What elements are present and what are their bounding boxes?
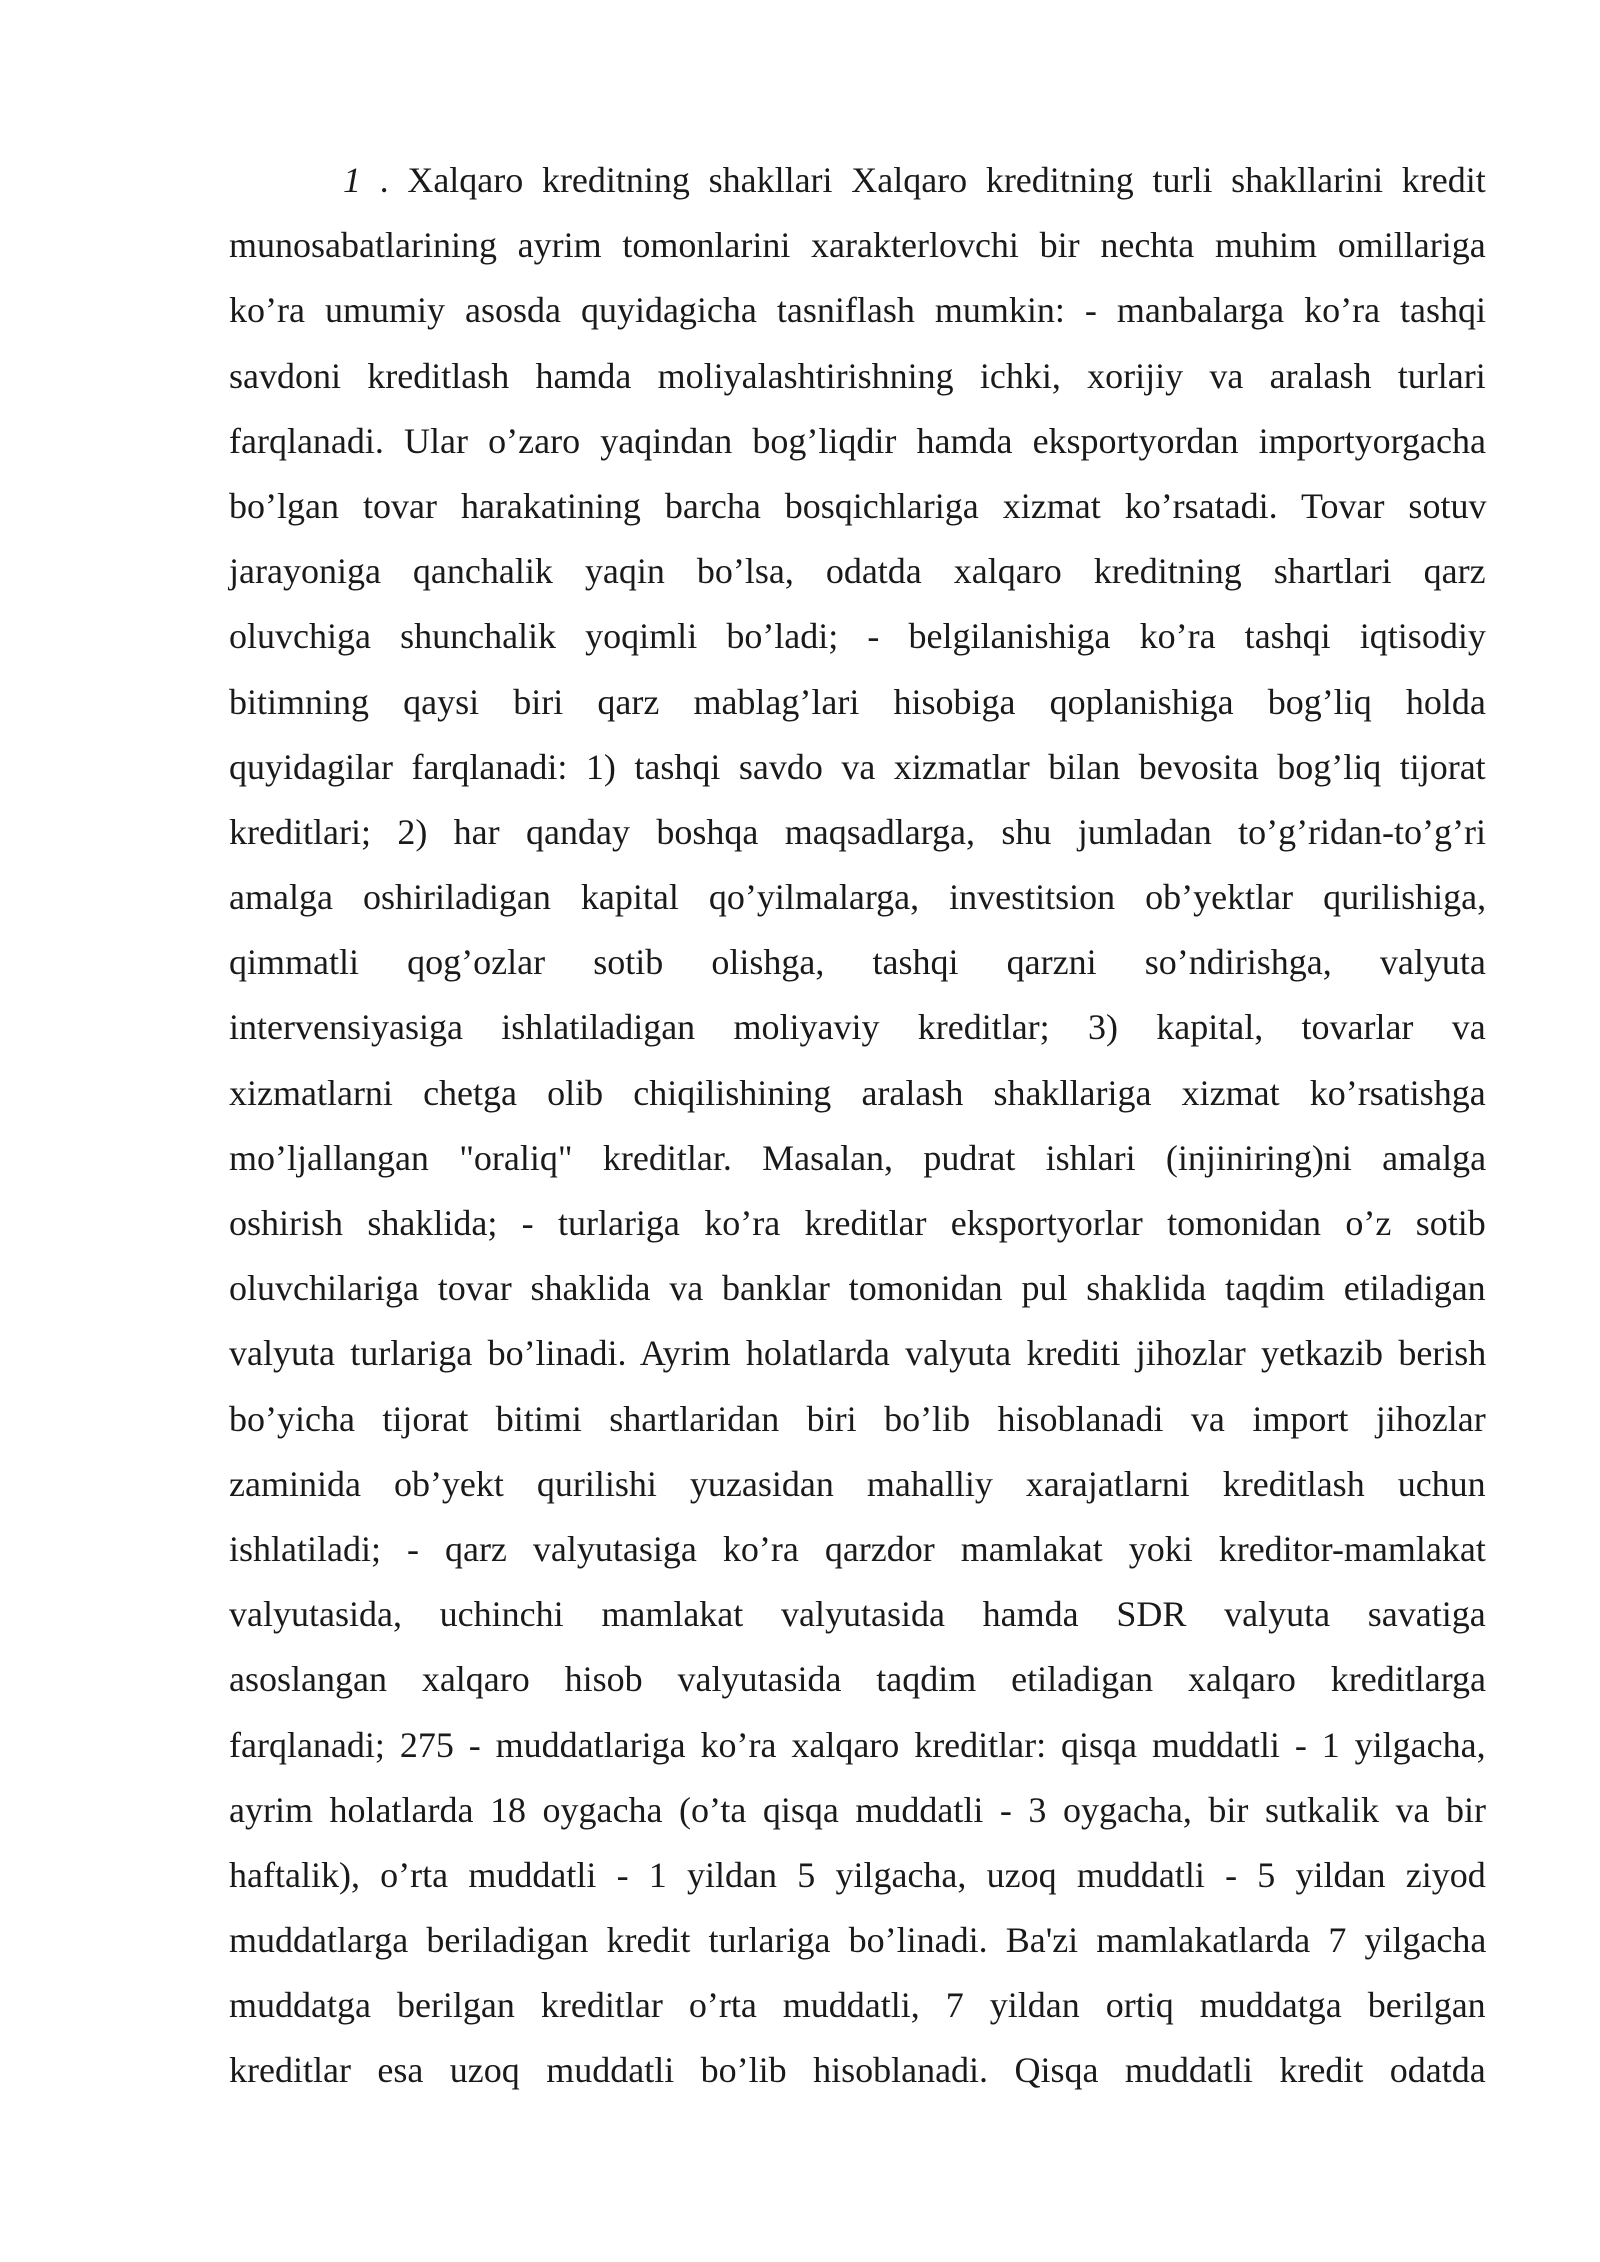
paragraph-line: asoslangan xalqaro hisob valyutasida taqdim etiladigan xalqaro kreditlarga: [229, 1659, 1487, 1700]
paragraph-line: bo’yicha tijorat bitimi shartlaridan biri bo’lib hisoblanadi va import jihozlar: [229, 1398, 1486, 1439]
paragraph-line: muddatlarga beriladigan kredit turlariga bo’linadi. Ba'zi mamlakatlarda 7 yilgacha: [229, 1920, 1487, 1961]
paragraph-line: kreditlari; 2) har qanday boshqa maqsadlarga, shu jumladan to’g’ridan-to’g’ri: [229, 811, 1486, 852]
paragraph-line: amalga oshiriladigan kapital qo’yilmalarga, investitsion ob’yektlar qurilishiga,: [229, 877, 1487, 918]
paragraph-line: ishlatiladi; - qarz valyutasiga ko’ra qarzdor mamlakat yoki kreditor-mamlakat: [229, 1528, 1486, 1569]
paragraph-line: kreditlar esa uzoq muddatli bo’lib hisoblanadi. Qisqa muddatli kredit odatda: [229, 2050, 1486, 2091]
paragraph-line: munosabatlarining ayrim tomonlarini xarakterlovchi bir nechta muhim omillariga: [229, 225, 1486, 266]
paragraph-line: bitimning qaysi biri qarz mablag’lari hisobiga qoplanishiga bog’liq holda: [229, 681, 1486, 722]
section-number: 1: [343, 160, 361, 200]
paragraph-line: ko’ra umumiy asosda quyidagicha tasniflash mumkin: - manbalarga ko’ra tashqi: [229, 290, 1487, 331]
paragraph-line: zaminida ob’yekt qurilishi yuzasidan mahalliy xarajatlarni kreditlash uchun: [229, 1463, 1486, 1504]
paragraph-line: valyuta turlariga bo’linadi. Ayrim holatlarda valyuta krediti jihozlar yetkazib berish: [229, 1333, 1487, 1374]
paragraph-line: farqlanadi; 275 - muddatlariga ko’ra xalqaro kreditlar: qisqa muddatli - 1 yilgacha,: [229, 1724, 1486, 1765]
paragraph-line: bo’lgan tovar harakatining barcha bosqichlariga xizmat ko’rsatadi. Tovar sotuv: [229, 485, 1487, 526]
paragraph-line: qimmatli qog’ozlar sotib olishga, tashqi qarzni so’ndirishga, valyuta: [229, 942, 1486, 983]
paragraph-line: 1 . Xalqaro kreditning shakllari Xalqaro kreditning turli shakllarini kredit: [343, 160, 1486, 200]
paragraph-line: haftalik), o’rta muddatli - 1 yildan 5 yilgacha, uzoq muddatli - 5 yildan ziyod: [229, 1854, 1486, 1895]
paragraph-line: farqlanadi. Ular o’zaro yaqindan bog’liqdir hamda eksportyordan importyorgacha: [229, 420, 1486, 461]
paragraph-line: oluvchiga shunchalik yoqimli bo’ladi; - belgilanishiga ko’ra tashqi iqtisodiy: [229, 616, 1486, 657]
paragraph-line: intervensiyasiga ishlatiladigan moliyaviy kreditlar; 3) kapital, tovarlar va: [229, 1007, 1486, 1048]
body-paragraph: [229, 148, 1486, 2104]
paragraph-line: xizmatlarni chetga olib chiqilishining aralash shakllariga xizmat ko’rsatishga: [229, 1072, 1486, 1113]
paragraph-line: quyidagilar farqlanadi: 1) tashqi savdo va xizmatlar bilan bevosita bog’liq tijorat: [229, 746, 1486, 787]
paragraph-line: oluvchilariga tovar shaklida va banklar tomonidan pul shaklida taqdim etiladigan: [229, 1268, 1486, 1309]
paragraph-line: muddatga berilgan kreditlar o’rta muddatli, 7 yildan ortiq muddatga berilgan: [229, 1985, 1486, 2026]
paragraph-line: ayrim holatlarda 18 oygacha (o’ta qisqa muddatli - 3 oygacha, bir sutkalik va bir: [229, 1789, 1486, 1830]
paragraph-line: jarayoniga qanchalik yaqin bo’lsa, odatda xalqaro kreditning shartlari qarz: [229, 551, 1486, 592]
paragraph-line: mo’ljallangan "oraliq" kreditlar. Masalan, pudrat ishlari (injiniring)ni amalga: [229, 1137, 1487, 1178]
paragraph-line: oshirish shaklida; - turlariga ko’ra kreditlar eksportyorlar tomonidan o’z sotib: [229, 1203, 1486, 1243]
paragraph-line: savdoni kreditlash hamda moliyalashtirishning ichki, xorijiy va aralash turlari: [229, 355, 1486, 396]
paragraph-line: valyutasida, uchinchi mamlakat valyutasida hamda SDR valyuta savatiga: [229, 1594, 1486, 1635]
